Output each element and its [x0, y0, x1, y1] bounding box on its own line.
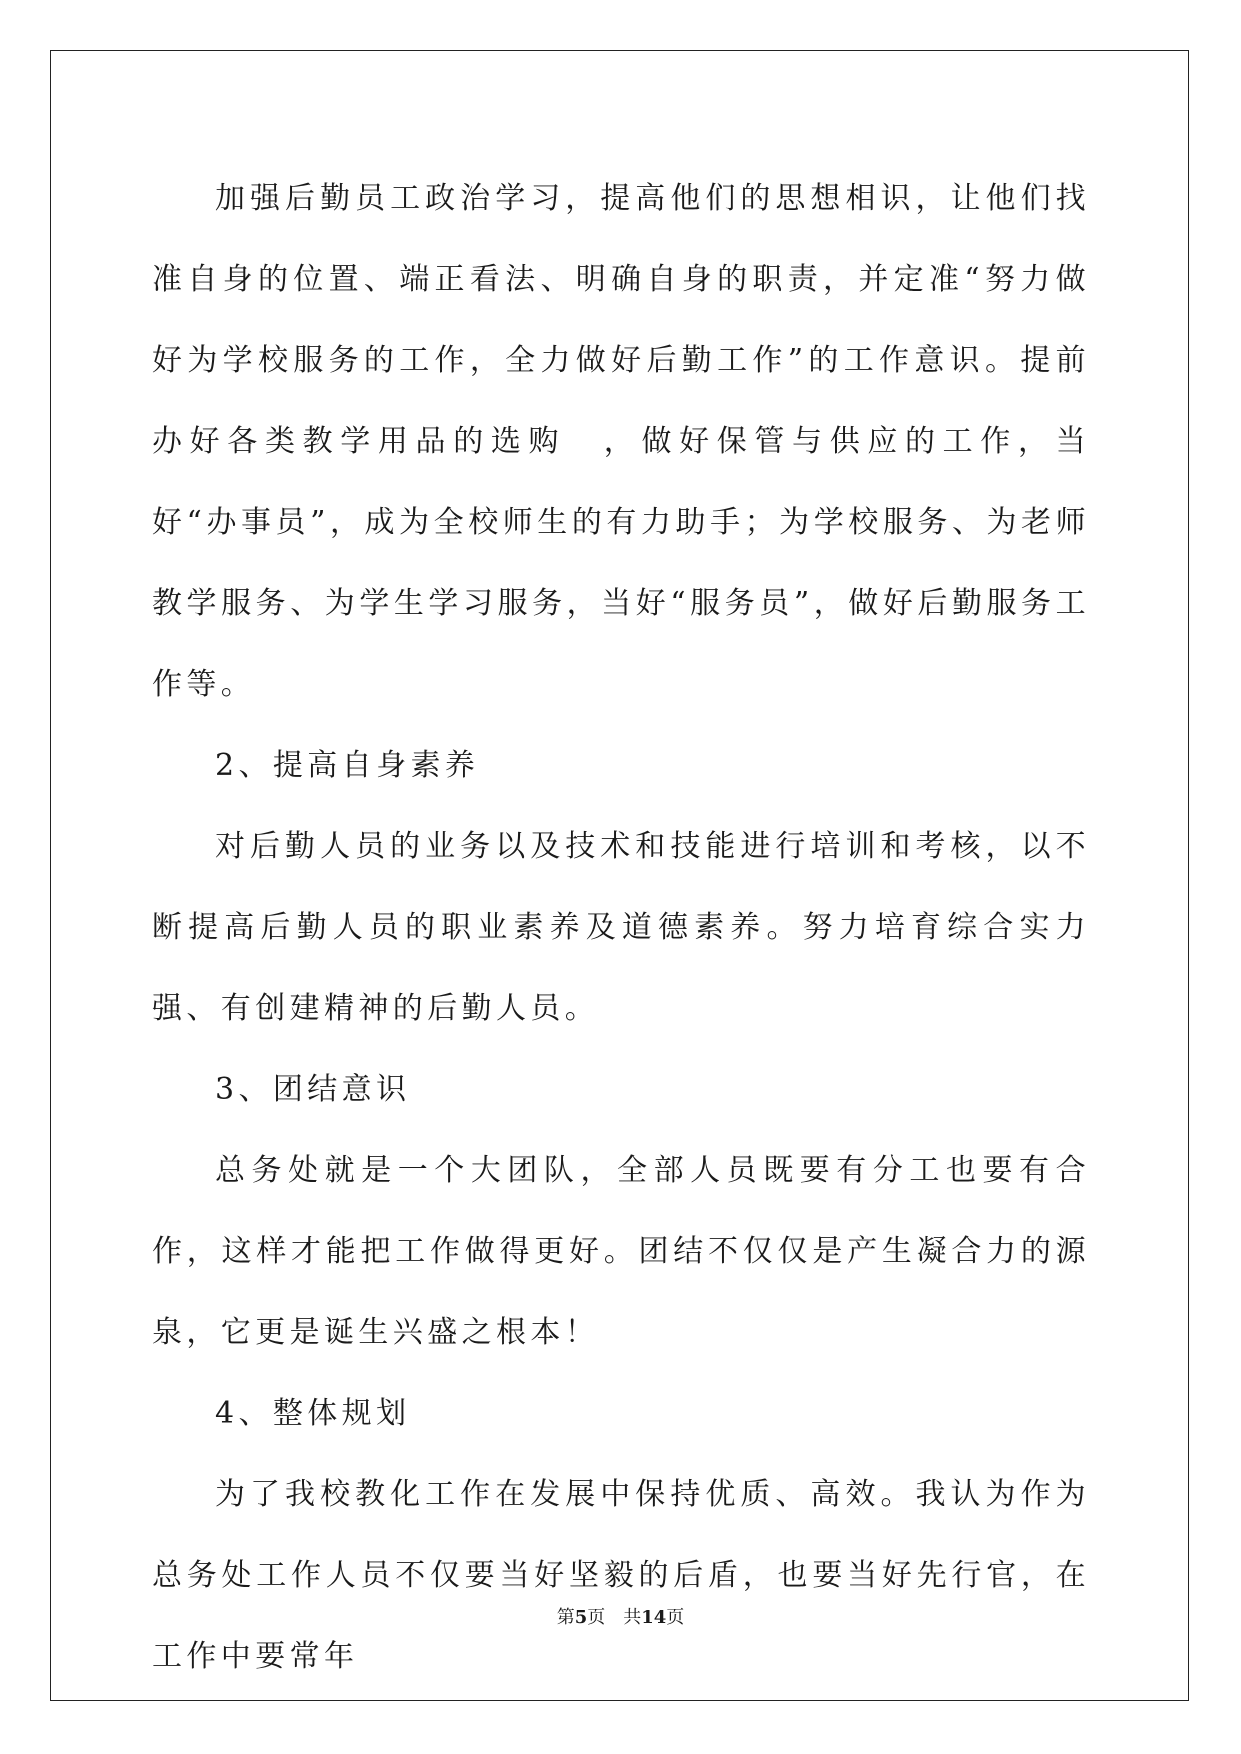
total-pages-number: 14 — [641, 1607, 667, 1628]
current-page-number: 5 — [574, 1607, 588, 1628]
footer-suffix: 页 — [666, 1607, 685, 1628]
document-body — [152, 158, 1090, 1697]
footer-mid: 页 共 — [587, 1607, 642, 1628]
heading-unity: 3、团结意识 — [215, 1072, 411, 1107]
paragraph-teamwork: 总务处就是一个大团队，全部人员既要有分工也要有合作，这样才能把工作做得更好。团结不仅仅是产生凝合力的源泉，它更是诞生兴盛之根本！ — [152, 1153, 1090, 1350]
heading-overall-planning: 4、整体规划 — [215, 1396, 411, 1431]
paragraph-training: 对后勤人员的业务以及技术和技能进行培训和考核，以不断提高后勤人员的职业素养及道德素养。努力培育综合实力强、有创建精神的后勤人员。 — [152, 829, 1090, 1026]
page-footer — [0, 1606, 1241, 1630]
heading-improve-quality: 2、提高自身素养 — [215, 748, 480, 783]
paragraph-planning: 为了我校教化工作在发展中保持优质、高效。我认为作为总务处工作人员不仅要当好坚毅的后盾，也要当好先行官，在工作中要常年 — [152, 1477, 1090, 1674]
footer-prefix: 第 — [556, 1607, 575, 1628]
paragraph-political-study: 加强后勤员工政治学习，提高他们的思想相识，让他们找准自身的位置、端正看法、明确自身的职责，并定准“努力做好为学校服务的工作，全力做好后勤工作”的工作意识。提前办好各类教学用品的选购 ，做好保管与供应的工作，当好“办事员”，成为全校师生的有力助手；为学校服务、为老师教学服务、为学生学习服务，当好“服务员”，做好后勤服务工作等。 — [152, 181, 1090, 702]
